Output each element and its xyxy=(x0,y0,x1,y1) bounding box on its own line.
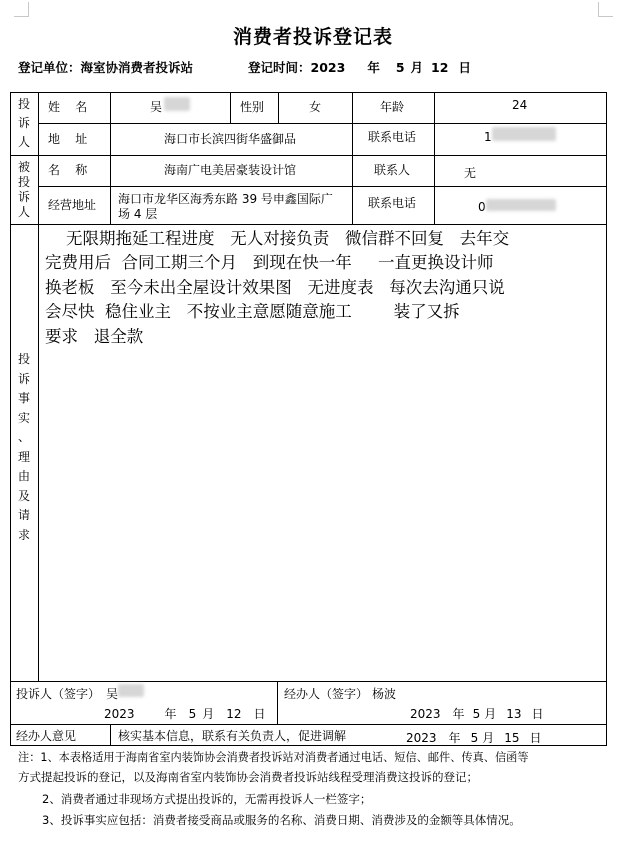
phone-value: 1 xyxy=(484,130,492,144)
business-address-line1: 海口市龙华区海秀东路 39 号申鑫国际广 xyxy=(118,192,333,206)
time-month-unit: 月 xyxy=(410,60,424,75)
handler-sign-month: 5 xyxy=(472,707,481,721)
name-label: 姓 名 xyxy=(48,100,88,114)
time-day-unit: 日 xyxy=(458,60,471,75)
facts-line-4: 会尽快 稳住业主 不按业主意愿随意施工 装了又拆 xyxy=(45,302,460,321)
phone-label: 联系电话 xyxy=(368,130,417,144)
page-corner-mark-right xyxy=(598,2,613,17)
facts-line-1: 无限期拖延工程进度 无人对接负责 微信群不回复 去年交 xyxy=(45,229,510,248)
facts-line-2: 完费用后 合同工期三个月 到现在快一年 一直更换设计师 xyxy=(45,253,494,272)
name-redaction xyxy=(164,97,190,111)
complainant-sign-day: 12 xyxy=(226,707,242,721)
handler-sign-day-unit: 日 xyxy=(531,707,544,721)
facts-line-5: 要求 退全款 xyxy=(45,327,144,346)
facts-line-3: 换老板 至今未出全屋设计效果图 无进度表 每次去沟通只说 xyxy=(45,278,505,297)
complainant-sign-year: 2023 xyxy=(104,707,135,721)
contact-label: 联系人 xyxy=(374,163,411,177)
complainant-signature-redaction xyxy=(118,684,144,697)
form-title: 消费者投诉登记表 xyxy=(232,26,393,48)
time-year: 2023 xyxy=(310,60,346,75)
complainant-sign-month-unit: 月 xyxy=(202,707,215,721)
opinion-month-unit: 月 xyxy=(482,731,495,745)
address-value: 海口市长滨四街华盛御品 xyxy=(164,132,297,146)
unit-label: 登记单位： xyxy=(18,60,81,75)
page-corner-mark-left xyxy=(14,2,29,17)
handler-sign-year-unit: 年 xyxy=(452,707,465,721)
gender-value: 女 xyxy=(309,100,322,114)
handler-signature-value: 杨波 xyxy=(372,687,397,701)
complainant-signature-value: 吴 xyxy=(106,687,119,701)
age-label: 年龄 xyxy=(380,100,405,114)
opinion-day: 15 xyxy=(504,731,520,745)
phone-redaction xyxy=(492,127,556,141)
respondent-name-value: 海南广电美居豪装设计馆 xyxy=(164,163,297,177)
opinion-year: 2023 xyxy=(406,731,437,745)
complainant-section-label: 投 诉 人 xyxy=(17,97,30,149)
handler-opinion-text: 核实基本信息，联系有关负责人，促进调解 xyxy=(118,729,347,743)
facts-section-label: 投 诉 事 实 、 理 由 及 请 求 xyxy=(17,352,30,542)
complainant-sign-day-unit: 日 xyxy=(253,707,266,721)
respondent-phone-value: 0 xyxy=(478,200,486,214)
registration-time xyxy=(248,58,471,76)
name-value: 吴 xyxy=(150,100,163,114)
respondent-section-label: 被 投 诉 人 xyxy=(17,160,30,219)
time-year-unit: 年 xyxy=(367,60,380,75)
opinion-month: 5 xyxy=(470,731,479,745)
complainant-sign-year-unit: 年 xyxy=(164,707,177,721)
handler-sign-year: 2023 xyxy=(410,707,441,721)
handler-sign-day: 13 xyxy=(506,707,522,721)
gender-label: 性别 xyxy=(240,100,265,114)
footnote-1-line-1: 注：1、本表格适用于海南省室内装饰协会消费者投诉站对消费者通过电话、短信、邮件、传真、信函等 xyxy=(18,751,529,764)
handler-opinion-date xyxy=(406,729,542,746)
opinion-day-unit: 日 xyxy=(529,731,542,745)
complainant-signature-label: 投诉人（签字） xyxy=(16,687,101,701)
footnote-2: 2、消费者通过非现场方式提出投诉的，无需再投诉人一栏签字； xyxy=(42,792,372,806)
opinion-year-unit: 年 xyxy=(448,731,461,745)
footnote-3: 3、投诉事实应包括：消费者接受商品或服务的名称、消费日期、消费涉及的金额等具体情况。 xyxy=(42,813,521,827)
business-address-line2: 场 4 层 xyxy=(118,207,158,221)
contact-value: 无 xyxy=(464,166,477,180)
complainant-signature-date xyxy=(104,705,266,722)
respondent-phone-label: 联系电话 xyxy=(368,196,417,210)
handler-signature-date xyxy=(410,705,544,722)
age-value: 24 xyxy=(512,98,528,112)
registration-unit xyxy=(18,58,193,76)
time-month: 5 xyxy=(395,60,405,75)
handler-opinion-label: 经办人意见 xyxy=(16,729,77,743)
business-address-label: 经营地址 xyxy=(48,198,97,212)
unit-value: 海室协消费者投诉站 xyxy=(80,60,194,75)
handler-signature-label: 经办人（签字） xyxy=(284,687,369,701)
address-label: 地 址 xyxy=(48,132,88,146)
time-day: 12 xyxy=(431,60,449,75)
handler-sign-month-unit: 月 xyxy=(484,707,497,721)
respondent-name-label: 名 称 xyxy=(48,163,88,177)
complainant-sign-month: 5 xyxy=(188,707,197,721)
time-label: 登记时间： xyxy=(248,60,311,75)
footnote-1-line-2: 方式提起投诉的登记，以及海南省室内装饰协会消费者投诉站线程受理消费这投诉的登记； xyxy=(18,770,478,784)
respondent-phone-redaction xyxy=(486,199,556,211)
